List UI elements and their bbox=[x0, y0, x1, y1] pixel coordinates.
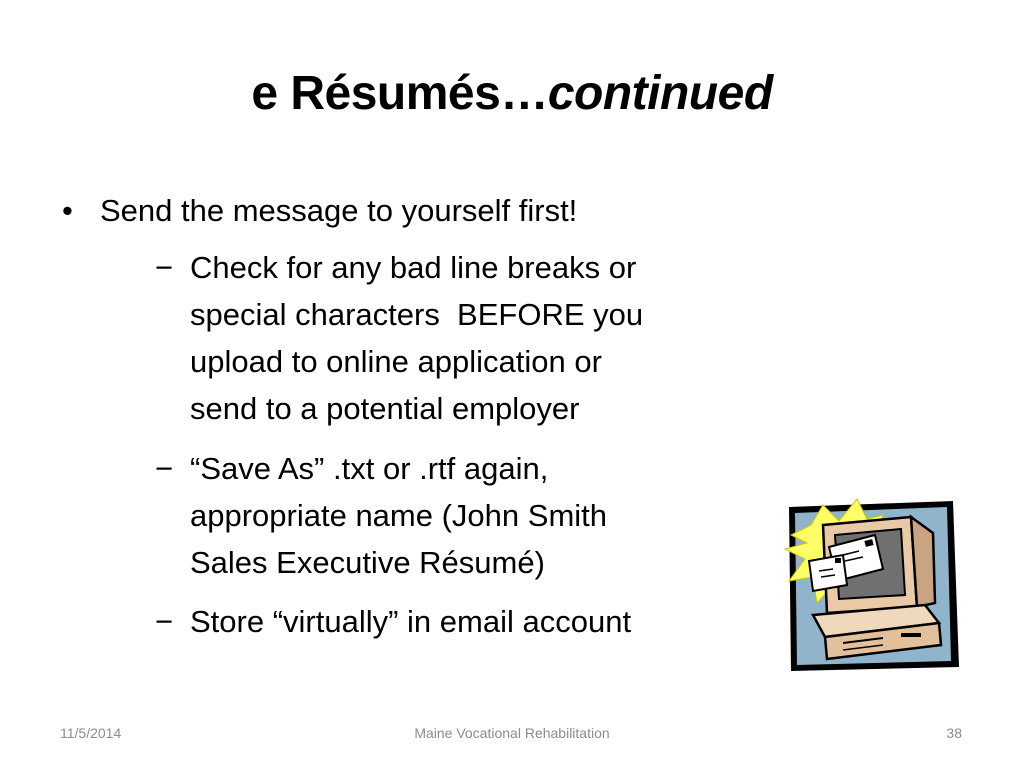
sub-bullet-marker: − bbox=[155, 604, 174, 639]
bullet-text: Send the message to yourself first! bbox=[100, 193, 578, 228]
sub-bullet-text bbox=[190, 244, 750, 432]
sub-bullet-line: send to a potential employer bbox=[190, 391, 580, 426]
sub-bullet-line: Check for any bad line breaks or bbox=[190, 250, 637, 285]
sub-bullet-line: special characters BEFORE you bbox=[190, 297, 644, 332]
footer-center-text: Maine Vocational Rehabilitation bbox=[414, 725, 610, 741]
sub-bullet-text bbox=[190, 598, 750, 645]
computer-email-icon bbox=[783, 495, 963, 675]
footer-date: 11/5/2014 bbox=[60, 725, 122, 741]
bullet-marker: • bbox=[62, 193, 73, 228]
sub-bullet-line: appropriate name (John Smith bbox=[190, 498, 608, 533]
sub-bullet-line: “Save As” .txt or .rtf again, bbox=[190, 451, 549, 486]
sub-bullet-line: Store “virtually” in email account bbox=[190, 604, 632, 639]
sub-bullet-line: Sales Executive Résumé) bbox=[190, 545, 545, 580]
slide-number: 38 bbox=[946, 725, 962, 741]
sub-bullet-marker: − bbox=[155, 250, 174, 285]
title-main: e Résumés… bbox=[251, 67, 548, 120]
sub-bullet-marker: − bbox=[155, 451, 174, 486]
sub-bullet-text bbox=[190, 445, 750, 586]
title-italic: continued bbox=[547, 67, 773, 120]
sub-bullet-line: upload to online application or bbox=[190, 344, 602, 379]
